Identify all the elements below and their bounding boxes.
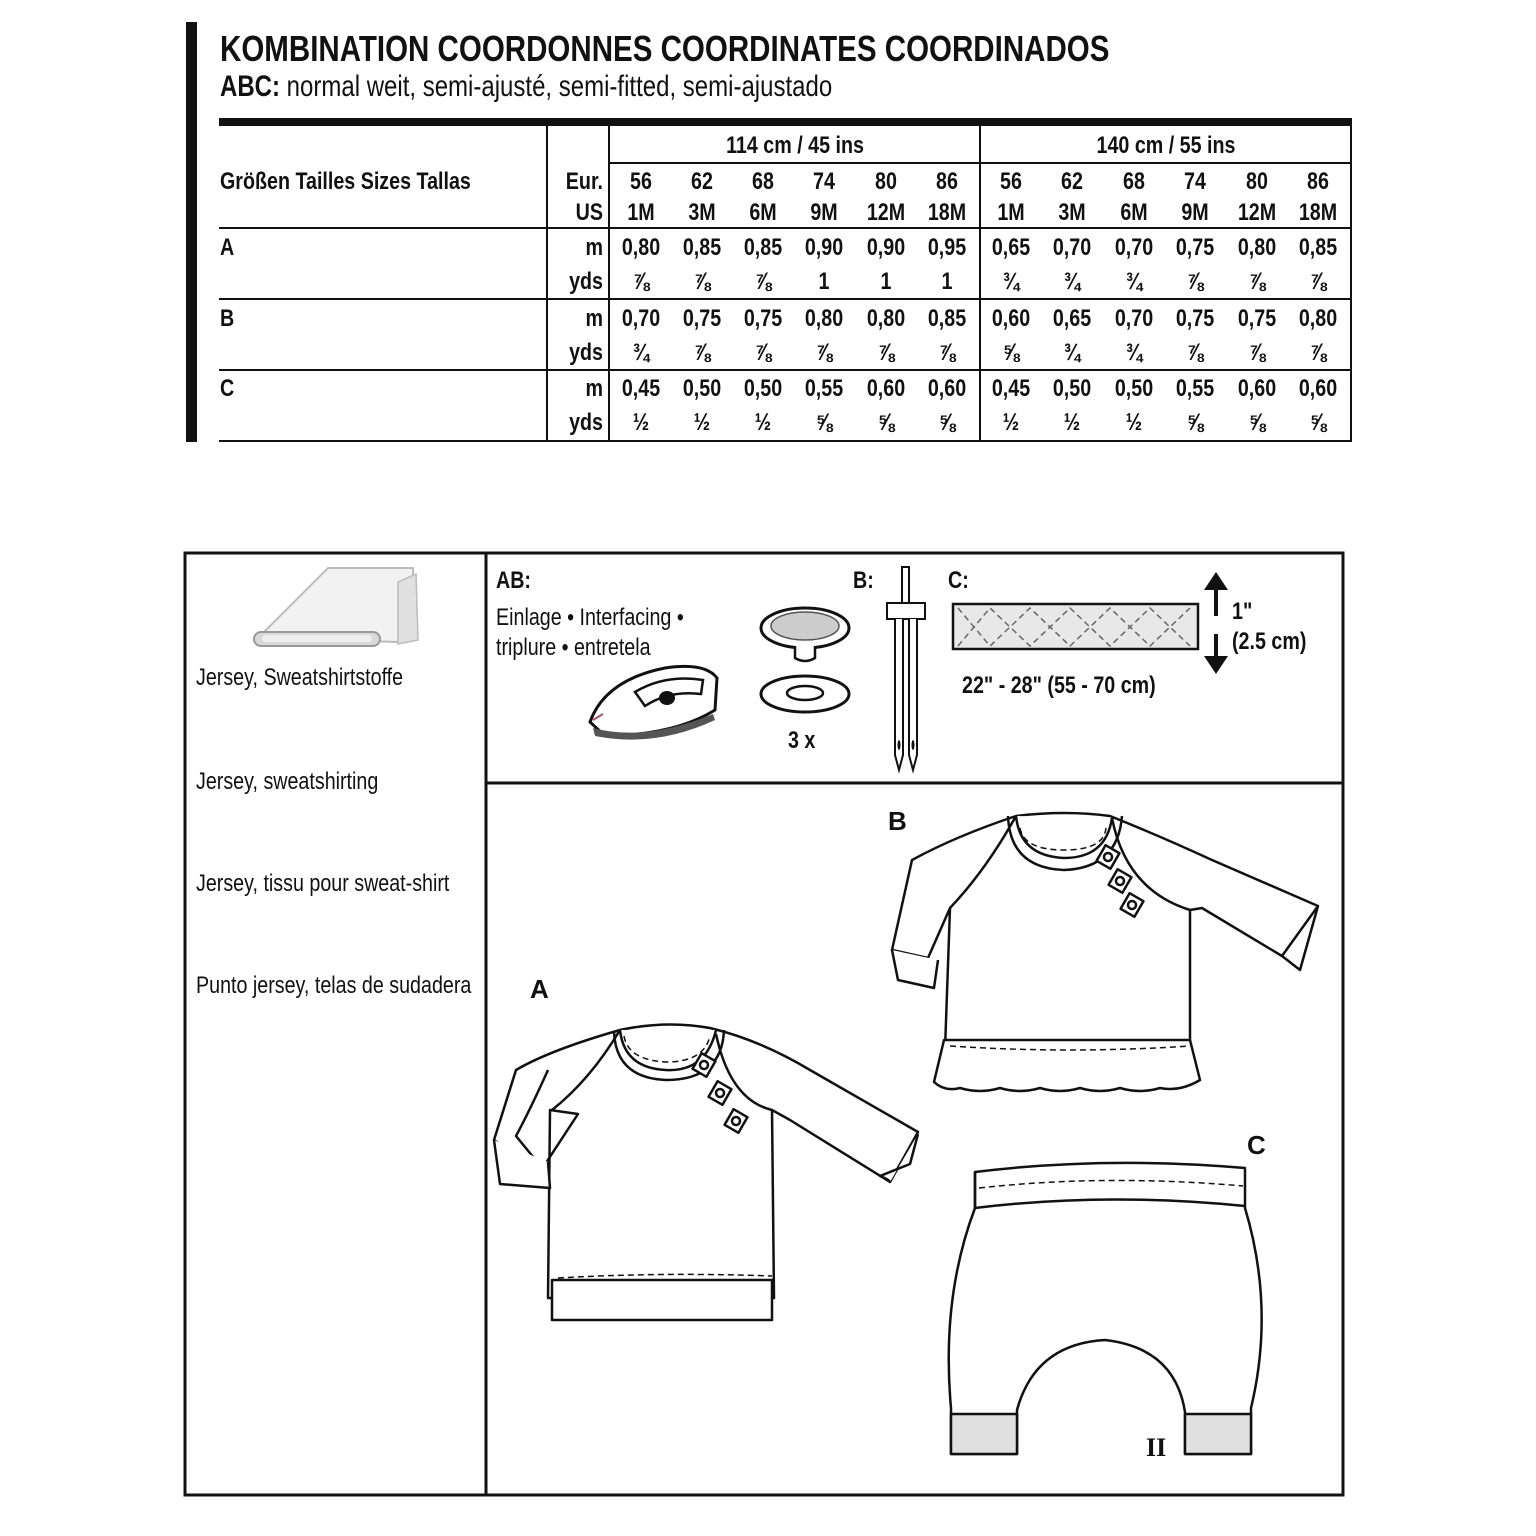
yards-value: ¾ <box>632 339 650 366</box>
fit-description: normal weit, semi-ajusté, semi-fitted, semi-ajustado <box>280 70 833 103</box>
eur-size: 86 <box>1307 168 1329 195</box>
fabric-de: Jersey, Sweatshirtstoffe <box>196 664 404 691</box>
eur-size: 68 <box>752 168 774 195</box>
yards-value: ¾ <box>1063 268 1081 295</box>
view-row-label: C <box>220 375 235 402</box>
yards-value: 1 <box>941 268 953 295</box>
eur-size: 80 <box>875 168 897 195</box>
yards-value: ½ <box>693 409 711 436</box>
yards-value: ⅞ <box>754 339 772 366</box>
yards-value: ½ <box>754 409 772 436</box>
yards-value: ⅞ <box>1186 339 1204 366</box>
elastic-length: 22" - 28" (55 - 70 cm) <box>962 672 1156 699</box>
meters-value: 0,70 <box>1052 234 1092 261</box>
yards-value: ⅞ <box>754 268 772 295</box>
fabric-fr: Jersey, tissu pour sweat-shirt <box>196 870 450 897</box>
yards-value: ⅝ <box>1248 409 1266 436</box>
us-size: 12M <box>866 199 906 226</box>
eur-size: 56 <box>1000 168 1022 195</box>
meters-value: 0,75 <box>1237 305 1277 332</box>
yards-value: ⅞ <box>693 268 711 295</box>
interfacing-line1: Einlage • Interfacing • <box>496 604 684 631</box>
yards-value: ⅞ <box>693 339 711 366</box>
yards-value: ¾ <box>1063 339 1081 366</box>
meters-value: 0,60 <box>1298 375 1338 402</box>
meters-value: 0,85 <box>1298 234 1338 261</box>
yards-value: ½ <box>632 409 650 436</box>
eur-size: 62 <box>1061 168 1083 195</box>
meters-value: 0,55 <box>1175 375 1215 402</box>
meters-unit-label: m <box>585 234 603 261</box>
meters-value: 0,80 <box>621 234 661 261</box>
meters-value: 0,80 <box>804 305 844 332</box>
yards-value: ½ <box>1125 409 1143 436</box>
twin-needle-icon <box>880 565 930 780</box>
view-c-part2-label: II <box>1146 1433 1167 1462</box>
meters-value: 0,60 <box>866 375 906 402</box>
meters-value: 0,60 <box>927 375 967 402</box>
sizes-label: Größen Tailles Sizes Tallas <box>220 168 471 195</box>
meters-value: 0,65 <box>991 234 1031 261</box>
notions-b-label: B: <box>853 567 874 594</box>
us-size: 1M <box>627 199 655 226</box>
eur-size: 74 <box>1184 168 1206 195</box>
yards-value: ¾ <box>1125 339 1143 366</box>
view-c-label: C <box>1247 1130 1266 1160</box>
meters-value: 0,45 <box>621 375 661 402</box>
meters-value: 0,50 <box>682 375 722 402</box>
us-size: 9M <box>810 199 838 226</box>
meters-value: 0,95 <box>927 234 967 261</box>
meters-value: 0,75 <box>1175 305 1215 332</box>
meters-value: 0,80 <box>866 305 906 332</box>
meters-value: 0,70 <box>621 305 661 332</box>
yards-value: ⅞ <box>1186 268 1204 295</box>
fit-key: ABC: <box>220 70 280 103</box>
meters-value: 0,65 <box>1052 305 1092 332</box>
eur-label: Eur. <box>565 168 603 195</box>
view-b-label: B <box>888 806 907 836</box>
yards-value: ⅞ <box>1309 268 1327 295</box>
meters-value: 0,80 <box>1298 305 1338 332</box>
meters-value: 0,50 <box>1052 375 1092 402</box>
meters-value: 0,70 <box>1114 234 1154 261</box>
view-a-sweatshirt-illustration <box>490 1010 935 1330</box>
yards-value: ⅝ <box>877 409 895 436</box>
yards-unit-label: yds <box>569 268 603 295</box>
meters-value: 0,60 <box>1237 375 1277 402</box>
yards-value: ⅝ <box>1002 339 1020 366</box>
view-row-label: B <box>220 305 235 332</box>
yards-value: 1 <box>818 268 830 295</box>
snaps-count: 3 x <box>788 727 816 754</box>
meters-value: 0,45 <box>991 375 1031 402</box>
yards-value: ⅞ <box>938 339 956 366</box>
view-a-label: A <box>530 974 549 1004</box>
fabric-es: Punto jersey, telas de sudadera <box>196 972 472 999</box>
yards-value: ⅞ <box>1248 268 1266 295</box>
eur-size: 80 <box>1246 168 1268 195</box>
yards-value: ⅞ <box>1248 339 1266 366</box>
yards-value: ⅝ <box>938 409 956 436</box>
eur-size: 68 <box>1123 168 1145 195</box>
meters-value: 0,60 <box>991 305 1031 332</box>
yards-value: ¾ <box>1125 268 1143 295</box>
us-size: 3M <box>1058 199 1086 226</box>
notions-c-label: C: <box>948 567 969 594</box>
fabric-en: Jersey, sweatshirting <box>196 768 379 795</box>
page-title: KOMBINATION COORDONNES COORDINATES COORDINADOS <box>220 28 1110 69</box>
meters-value: 0,85 <box>743 234 783 261</box>
meters-unit-label: m <box>585 305 603 332</box>
meters-value: 0,50 <box>743 375 783 402</box>
elastic-width-cm: (2.5 cm) <box>1232 628 1307 655</box>
view-c-pants-illustration <box>945 1148 1285 1463</box>
snap-fastener-icon <box>755 602 860 717</box>
meters-unit-label: m <box>585 375 603 402</box>
elastic-width: 1" <box>1232 598 1253 625</box>
us-size: 12M <box>1237 199 1277 226</box>
meters-value: 0,75 <box>743 305 783 332</box>
us-size: 18M <box>927 199 967 226</box>
yards-value: ⅞ <box>877 339 895 366</box>
meters-value: 0,50 <box>1114 375 1154 402</box>
eur-size: 74 <box>813 168 835 195</box>
width-group-114: 114 cm / 45 ins <box>726 132 864 159</box>
yards-unit-label: yds <box>569 339 603 366</box>
yards-unit-label: yds <box>569 409 603 436</box>
yards-value: ¾ <box>1002 268 1020 295</box>
yards-value: ⅝ <box>815 409 833 436</box>
meters-value: 0,75 <box>1175 234 1215 261</box>
eur-size: 62 <box>691 168 713 195</box>
elastic-band-icon <box>950 570 1230 680</box>
meters-value: 0,90 <box>866 234 906 261</box>
us-size: 6M <box>1120 199 1148 226</box>
yards-value: ½ <box>1002 409 1020 436</box>
yards-value: ½ <box>1063 409 1081 436</box>
interfacing-line2: triplure • entretela <box>496 634 651 661</box>
yards-value: ⅞ <box>1309 339 1327 366</box>
us-size: 1M <box>997 199 1025 226</box>
width-group-140: 140 cm / 55 ins <box>1096 132 1236 159</box>
yards-value: ⅝ <box>1186 409 1204 436</box>
yards-value: ⅞ <box>815 339 833 366</box>
eur-size: 56 <box>630 168 652 195</box>
yards-value: ⅞ <box>632 268 650 295</box>
us-size: 6M <box>749 199 777 226</box>
meters-value: 0,90 <box>804 234 844 261</box>
view-b-top-illustration <box>890 810 1325 1100</box>
iron-icon <box>585 650 730 745</box>
view-row-label: A <box>220 234 235 261</box>
us-size: 9M <box>1181 199 1209 226</box>
meters-value: 0,55 <box>804 375 844 402</box>
us-label: US <box>575 199 603 226</box>
meters-value: 0,75 <box>682 305 722 332</box>
meters-value: 0,70 <box>1114 305 1154 332</box>
eur-size: 86 <box>936 168 958 195</box>
notions-ab-label: AB: <box>496 567 531 594</box>
meters-value: 0,85 <box>682 234 722 261</box>
us-size: 3M <box>688 199 716 226</box>
meters-value: 0,85 <box>927 305 967 332</box>
meters-value: 0,80 <box>1237 234 1277 261</box>
us-size: 18M <box>1298 199 1338 226</box>
fabric-bolt-icon <box>248 560 428 655</box>
yards-value: 1 <box>880 268 892 295</box>
yards-value: ⅝ <box>1309 409 1327 436</box>
